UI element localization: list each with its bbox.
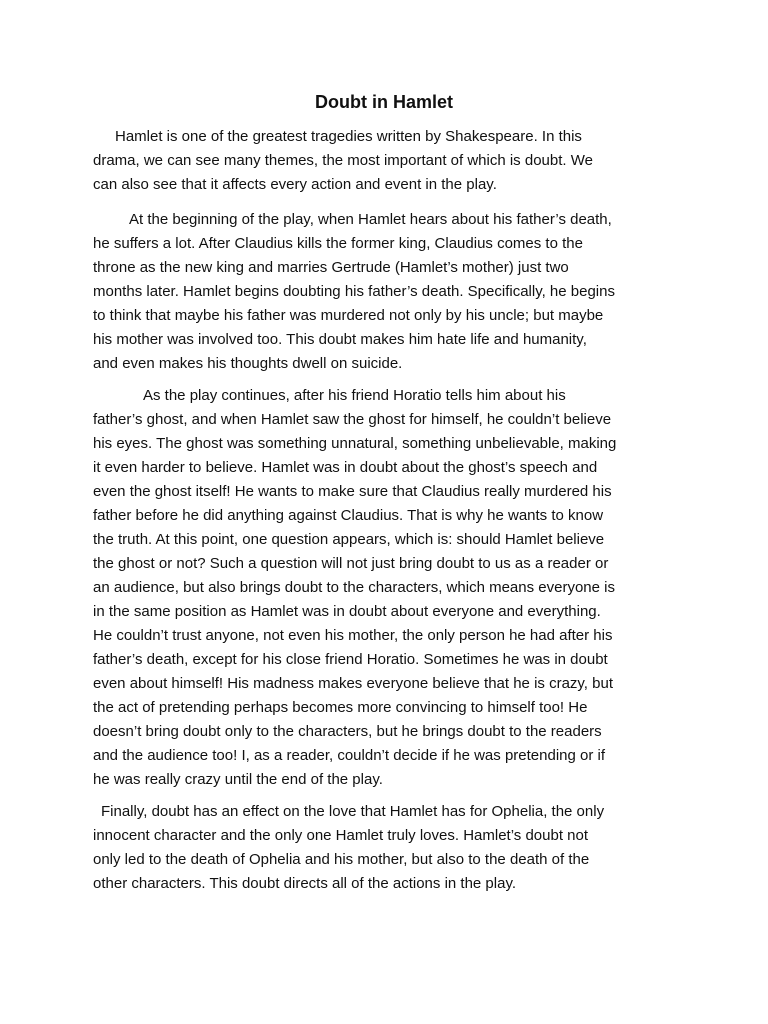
paragraph-beginning: At the beginning of the play, when Hamlet hears about his father’s death, he suffers a lot. After Claudius kills the former king, Claudius comes to the throne as the new king and marries Gertrude (Hamlet’s mother) just two months later. Hamlet begins doubting his father’s death. Specifically, he begins to think that maybe his father was murdered not only by his uncle; but maybe his mother was involved too. This doubt makes him hate life and humanity, and even makes his thoughts dwell on suicide. bbox=[93, 211, 615, 372]
paragraph-ophelia: Finally, doubt has an effect on the love that Hamlet has for Ophelia, the only innocent character and the only one Hamlet truly loves. Hamlet’s doubt not only led to the death of Ophelia and his mother, but also to the death of the other characters. This doubt directs all of the actions in the play. bbox=[93, 803, 605, 892]
paragraph-ghost: As the play continues, after his friend Horatio tells him about his father’s ghost, and when Hamlet saw the ghost for himself, he couldn’t believe his eyes. The ghost was something unnatural, something unbelievable, making it even harder to believe. Hamlet was in doubt about the ghost’s speech and even the ghost itself! He wants to make sure that Claudius really murdered his father before he did anything against Claudius. That is why he wants to know the truth. At this point, one question appears, which is: should Hamlet believe the ghost or not? Such a question will not just bring doubt to us as a reader or an audience, but also brings doubt to the characters, which means everyone is in the same position as Hamlet was in doubt about everyone and everything. He couldn’t trust anyone, not even his mother, the only person he had after his father’s death, except for his close friend Horatio. Sometimes he was in doubt even about himself! His madness makes everyone believe that he is crazy, but the act of pretending perhaps becomes more convincing to himself too! He doesn’t bring doubt only to the characters, but he brings doubt to the readers and the audience too! I, as a reader, couldn’t decide if he was pretending or if he was really crazy until the end of the play. bbox=[93, 387, 617, 788]
paragraph-intro: Hamlet is one of the greatest tragedies written by Shakespeare. In this drama, we can see many themes, the most important of which is doubt. We can also see that it affects every action and event in the play. bbox=[93, 128, 593, 193]
page-title: Doubt in Hamlet bbox=[315, 92, 453, 112]
